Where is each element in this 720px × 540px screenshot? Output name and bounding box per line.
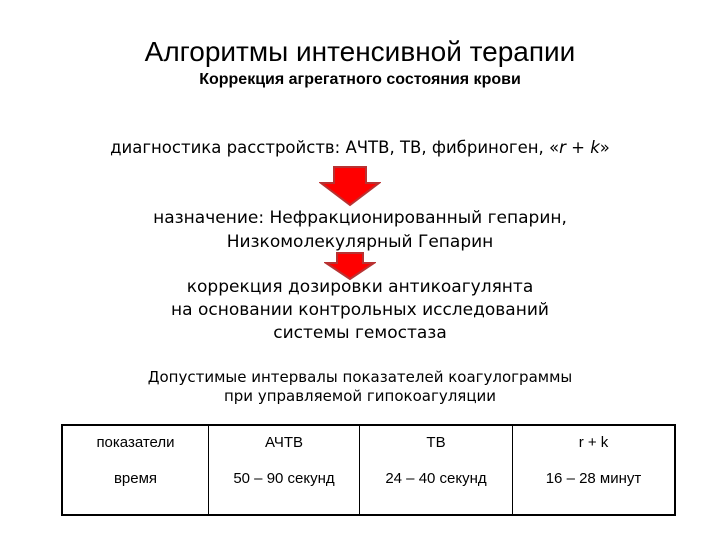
diagnostics-italic: r + k	[559, 138, 600, 157]
diagnostics-prefix: диагностика расстройств: АЧТВ, ТВ, фибриноген, «	[110, 138, 560, 157]
arrow-shape	[321, 167, 379, 205]
down-arrow-icon	[319, 165, 381, 207]
assignment-text	[0, 206, 720, 254]
intervals-line-1: Допустимые интервалы показателей коагулограммы	[147, 368, 573, 386]
table-cell: показатели	[62, 425, 209, 464]
intervals-heading	[0, 368, 720, 406]
correction-line-3: системы гемостаза	[273, 323, 447, 343]
table-cell: r + k	[513, 425, 676, 464]
table-row	[62, 464, 675, 515]
table-cell: время	[62, 464, 209, 515]
page-subtitle: Коррекция агрегатного состояния крови	[199, 71, 521, 88]
table-cell: 50 – 90 секунд	[209, 464, 360, 515]
intervals-line-2: при управляемой гипокоагуляции	[223, 387, 497, 405]
page-title: Алгоритмы интенсивной терапии	[144, 36, 576, 67]
assignment-line-1: назначение: Нефракционированный гепарин,	[153, 208, 567, 228]
correction-line-1: коррекция дозировки антикоагулянта	[186, 277, 534, 297]
correction-line-2: на основании контрольных исследований	[171, 300, 549, 320]
table-cell: ТВ	[360, 425, 513, 464]
table-cell: АЧТВ	[209, 425, 360, 464]
assignment-line-2: Низкомолекулярный Гепарин	[226, 232, 494, 252]
table-cell: 24 – 40 секунд	[360, 464, 513, 515]
correction-text	[0, 276, 720, 345]
diagnostics-suffix: »	[599, 138, 610, 157]
table-cell: 16 – 28 минут	[513, 464, 676, 515]
table-header-row	[62, 425, 675, 464]
diagnostics-text	[0, 138, 720, 158]
coagulogram-table	[61, 424, 676, 516]
